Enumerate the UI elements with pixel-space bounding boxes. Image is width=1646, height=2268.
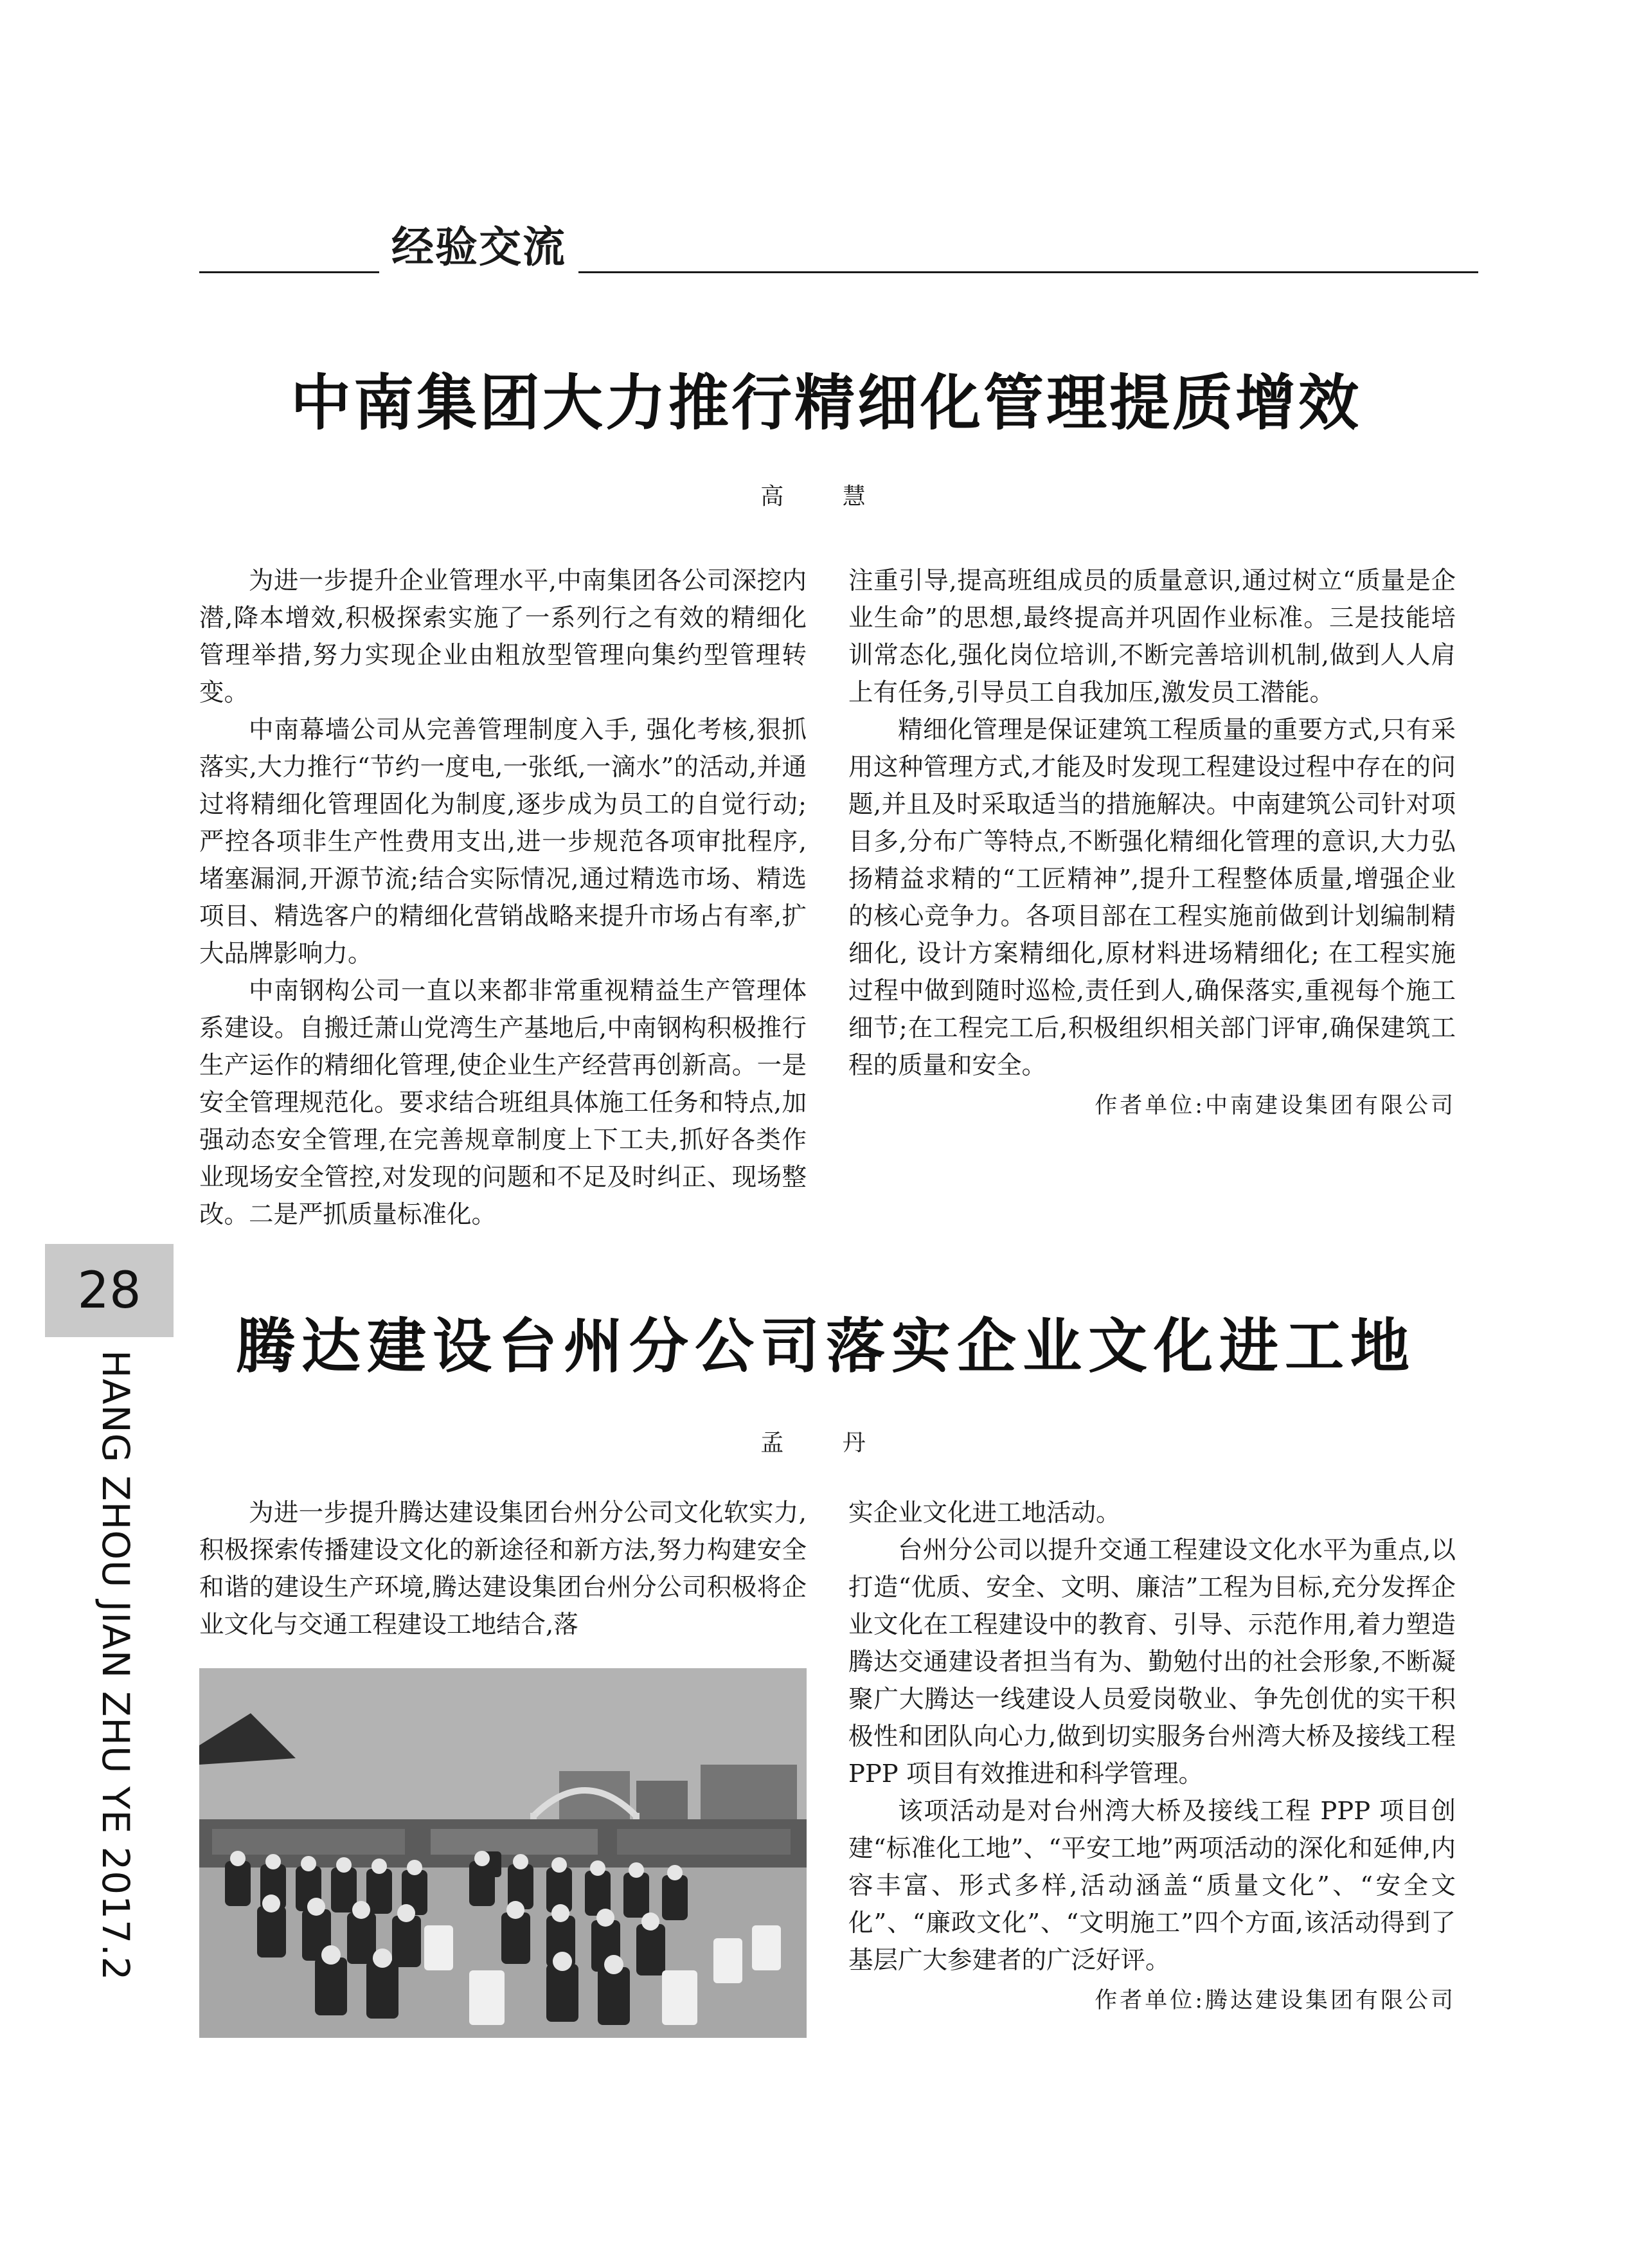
page-number-tab [45,1244,174,1337]
section-label: 经验交流 [391,222,566,272]
article1-right-column [848,562,1456,1124]
article1-author: 高 慧 [760,483,891,510]
article2-right-column [848,1495,1456,2019]
site-activity-photo [199,1668,807,2038]
article2-left-column [199,1495,807,1644]
article2-author: 孟 丹 [760,1430,891,1456]
article1-paragraph: 中南幕墙公司从完善管理制度入手, 强化考核,狠抓落实,大力推行“节约一度电,一张纸,一滴水”的活动,并通过将精细化管理固化为制度,逐步成为员工的自觉行动;严控各项非生产性费用支出,进一步规范各项审批程序,堵塞漏洞,开源节流;结合实际情况,通过精选市场、精选项目、精选客户的精细化营销战略来提升市场占有率,扩大品牌影响力。 [199,716,807,968]
page-number: 28 [77,1261,141,1320]
article2-paragraph: 为进一步提升腾达建设集团台州分公司文化软实力, 积极探索传播建设文化的新途径和新方法,努力构建安全和谐的建设生产环境,腾达建设集团台州分公司积极将企业文化与交通工程建设工地结合,落 [199,1498,807,1639]
journal-name: HANG ZHOU JIAN ZHU YE 2017.2 [94,1350,138,1981]
article2-title: 腾达建设台州分公司落实企业文化进工地 [235,1312,1416,1381]
article1-left-column [199,562,807,1234]
section-rule-right [578,271,1478,273]
article1-credit: 作者单位:中南建设集团有限公司 [1095,1093,1456,1119]
article1-title: 中南集团大力推行精细化管理提质增效 [290,368,1361,438]
section-rule-left [199,271,379,273]
article2-paragraph: 该项活动是对台州湾大桥及接线工程 PPP 项目创建“标准化工地”、“平安工地”两项活动的深化和延伸,内容丰富、形式多样,活动涵盖“质量文化”、“安全文化”、“廉政文化”、“文明施工”四个方面,该活动得到了基层广大参建者的广泛好评。 [848,1797,1456,1975]
article1-paragraph: 精细化管理是保证建筑工程质量的重要方式,只有采用这种管理方式,才能及时发现工程建设过程中存在的问题,并且及时采取适当的措施解决。中南建筑公司针对项目多,分布广等特点,不断强化精细化管理的意识,大力弘扬精益求精的“工匠精神”,提升工程整体质量,增强企业的核心竞争力。各项目部在工程实施前做到计划编制精细化, 设计方案精细化,原材料进场精细化; 在工程实施过程中做到随时巡检,责任到人,确保落实,重视每个施工细节;在工程完工后,积极组织相关部门评审,确保建筑工程的质量和安全。 [848,716,1456,1080]
article2-paragraph-continued: 实企业文化进工地活动。 [848,1498,1121,1527]
article1-paragraph: 为进一步提升企业管理水平,中南集团各公司深挖内潜,降本增效,积极探索实施了一系列行之有效的精细化管理举措,努力实现企业由粗放型管理向集约型管理转变。 [199,566,807,707]
article2-paragraph: 台州分公司以提升交通工程建设文化水平为重点,以打造“优质、安全、文明、廉洁”工程为目标,充分发挥企业文化在工程建设中的教育、引导、示范作用,着力塑造腾达交通建设者担当有为、勤勉付出的社会形象,不断凝聚广大腾达一线建设人员爱岗敬业、争先创优的实干积极性和团队向心力,做到切实服务台州湾大桥及接线工程 PPP 项目有效推进和科学管理。 [848,1536,1456,1788]
article1-paragraph: 中南钢构公司一直以来都非常重视精益生产管理体系建设。自搬迁萧山党湾生产基地后,中南钢构积极推行生产运作的精细化管理,使企业生产经营再创新高。一是安全管理规范化。要求结合班组具体施工任务和特点,加强动态安全管理,在完善规章制度上下工夫,抓好各类作业现场安全管控,对发现的问题和不足及时纠正、现场整改。二是严抓质量标准化。 [199,977,807,1229]
article1-paragraph-continued: 注重引导,提高班组成员的质量意识,通过树立“质量是企业生命”的思想,最终提高并巩固作业标准。三是技能培训常态化,强化岗位培训,不断完善培训机制,做到人人肩上有任务,引导员工自我加压,激发员工潜能。 [848,566,1456,707]
article2-credit: 作者单位:腾达建设集团有限公司 [1095,1988,1456,2013]
